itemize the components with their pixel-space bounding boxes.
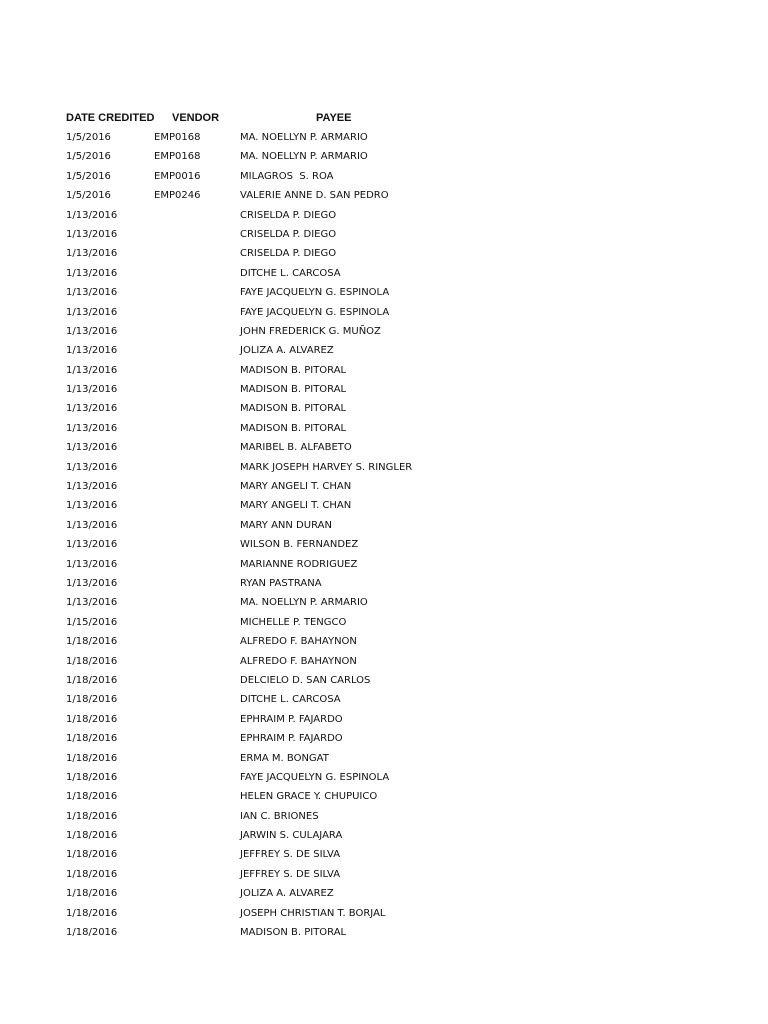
cell-date: 1/13/2016 xyxy=(66,364,118,376)
cell-date: 1/13/2016 xyxy=(66,597,118,609)
cell-date: 1/18/2016 xyxy=(66,868,118,880)
table-row xyxy=(66,460,626,479)
table-row xyxy=(66,305,626,324)
cell-payee: JOSEPH CHRISTIAN T. BORJAL xyxy=(240,907,386,919)
table-row xyxy=(66,576,626,595)
table-row xyxy=(66,634,626,653)
cell-payee: MADISON B. PITORAL xyxy=(240,364,347,376)
cell-date: 1/5/2016 xyxy=(66,132,111,143)
table-row xyxy=(66,285,626,304)
cell-date: 1/13/2016 xyxy=(66,403,118,415)
cell-date: 1/13/2016 xyxy=(66,461,118,473)
table-row xyxy=(66,188,626,207)
table-row xyxy=(66,751,626,770)
cell-vendor: EMP0246 xyxy=(154,190,201,202)
table-row xyxy=(66,363,626,382)
cell-payee: MICHELLE P. TENGCO xyxy=(240,616,347,628)
cell-payee: JARWIN S. CULAJARA xyxy=(240,830,343,842)
cell-date: 1/18/2016 xyxy=(66,733,118,745)
table-row xyxy=(66,712,626,731)
table-row xyxy=(66,789,626,808)
table-row xyxy=(66,266,626,285)
cell-payee: CRISELDA P. DIEGO xyxy=(240,209,337,221)
table-row xyxy=(66,479,626,498)
table-row xyxy=(66,421,626,440)
cell-payee: JOLIZA A. ALVAREZ xyxy=(240,345,334,357)
table-row xyxy=(66,537,626,556)
cell-payee: DITCHE L. CARCOSA xyxy=(240,694,341,706)
cell-payee: FAYE JACQUELYN G. ESPINOLA xyxy=(240,306,390,318)
cell-payee: DITCHE L. CARCOSA xyxy=(240,267,341,279)
table-row xyxy=(66,731,626,750)
cell-payee: VALERIE ANNE D. SAN PEDRO xyxy=(240,190,389,202)
cell-payee: IAN C. BRIONES xyxy=(240,810,319,822)
cell-payee: RYAN PASTRANA xyxy=(240,577,322,589)
cell-payee: JEFFREY S. DE SILVA xyxy=(240,868,341,880)
cell-payee: MA. NOELLYN P. ARMARIO xyxy=(240,151,368,163)
table-row xyxy=(66,208,626,227)
cell-vendor: EMP0168 xyxy=(154,132,201,143)
table-row xyxy=(66,809,626,828)
spreadsheet xyxy=(66,110,626,944)
cell-date: 1/18/2016 xyxy=(66,849,118,861)
cell-date: 1/13/2016 xyxy=(66,209,118,221)
cell-date: 1/13/2016 xyxy=(66,228,118,240)
cell-payee: MARK JOSEPH HARVEY S. RINGLER xyxy=(240,461,413,473)
cell-payee: FAYE JACQUELYN G. ESPINOLA xyxy=(240,771,390,783)
cell-date: 1/13/2016 xyxy=(66,500,118,512)
cell-date: 1/18/2016 xyxy=(66,771,118,783)
cell-payee: MADISON B. PITORAL xyxy=(240,422,347,434)
table-row xyxy=(66,867,626,886)
table-row xyxy=(66,498,626,517)
cell-payee: MILAGROS S. ROA xyxy=(240,170,334,182)
table-row xyxy=(66,401,626,420)
cell-payee: CRISELDA P. DIEGO xyxy=(240,248,337,260)
table-row xyxy=(66,518,626,537)
cell-payee: ALFREDO F. BAHAYNON xyxy=(240,655,357,667)
table-row xyxy=(66,246,626,265)
cell-payee: MARY ANGELI T. CHAN xyxy=(240,481,352,493)
cell-date: 1/13/2016 xyxy=(66,345,118,357)
cell-payee: MARIANNE RODRIGUEZ xyxy=(240,558,358,570)
table-row xyxy=(66,692,626,711)
cell-date: 1/18/2016 xyxy=(66,791,118,803)
cell-payee: EPHRAIM P. FAJARDO xyxy=(240,733,343,745)
table-row xyxy=(66,324,626,343)
cell-date: 1/18/2016 xyxy=(66,927,118,939)
cell-payee: MADISON B. PITORAL xyxy=(240,927,347,939)
cell-date: 1/13/2016 xyxy=(66,519,118,531)
cell-vendor: EMP0168 xyxy=(154,151,201,163)
cell-payee: MARY ANGELI T. CHAN xyxy=(240,500,352,512)
cell-date: 1/13/2016 xyxy=(66,306,118,318)
cell-payee: HELEN GRACE Y. CHUPUICO xyxy=(240,791,378,803)
cell-date: 1/18/2016 xyxy=(66,694,118,706)
cell-payee: CRISELDA P. DIEGO xyxy=(240,228,337,240)
table-row xyxy=(66,828,626,847)
cell-payee: MA. NOELLYN P. ARMARIO xyxy=(240,132,368,143)
table-row xyxy=(66,343,626,362)
table-row xyxy=(66,886,626,905)
cell-date: 1/18/2016 xyxy=(66,674,118,686)
cell-payee: DELCIELO D. SAN CARLOS xyxy=(240,674,371,686)
cell-date: 1/13/2016 xyxy=(66,267,118,279)
table-header xyxy=(66,110,626,130)
cell-payee: MA. NOELLYN P. ARMARIO xyxy=(240,597,368,609)
table-row xyxy=(66,130,626,149)
table-row xyxy=(66,557,626,576)
table-row xyxy=(66,595,626,614)
cell-date: 1/18/2016 xyxy=(66,907,118,919)
cell-date: 1/18/2016 xyxy=(66,830,118,842)
table-row xyxy=(66,169,626,188)
header-date-credited: DATE CREDITED xyxy=(66,112,155,124)
cell-date: 1/18/2016 xyxy=(66,810,118,822)
table-row xyxy=(66,654,626,673)
cell-payee: ERMA M. BONGAT xyxy=(240,752,329,764)
cell-payee: WILSON B. FERNANDEZ xyxy=(240,539,359,551)
cell-date: 1/18/2016 xyxy=(66,888,118,900)
cell-payee: MARY ANN DURAN xyxy=(240,519,332,531)
cell-date: 1/18/2016 xyxy=(66,636,118,648)
header-vendor: VENDOR xyxy=(172,112,220,124)
cell-date: 1/18/2016 xyxy=(66,713,118,725)
cell-date: 1/13/2016 xyxy=(66,422,118,434)
cell-payee: ALFREDO F. BAHAYNON xyxy=(240,636,357,648)
table-row xyxy=(66,149,626,168)
cell-payee: FAYE JACQUELYN G. ESPINOLA xyxy=(240,287,390,299)
cell-date: 1/13/2016 xyxy=(66,442,118,454)
cell-date: 1/5/2016 xyxy=(66,170,111,182)
cell-payee: JOHN FREDERICK G. MUÑOZ xyxy=(240,325,381,337)
table-body xyxy=(66,130,626,944)
cell-payee: EPHRAIM P. FAJARDO xyxy=(240,713,343,725)
table-row xyxy=(66,382,626,401)
cell-date: 1/18/2016 xyxy=(66,655,118,667)
cell-date: 1/13/2016 xyxy=(66,384,118,396)
table-row xyxy=(66,770,626,789)
table-row xyxy=(66,440,626,459)
cell-payee: MADISON B. PITORAL xyxy=(240,403,347,415)
cell-payee: JOLIZA A. ALVAREZ xyxy=(240,888,334,900)
cell-payee: MADISON B. PITORAL xyxy=(240,384,347,396)
cell-date: 1/13/2016 xyxy=(66,539,118,551)
cell-date: 1/13/2016 xyxy=(66,287,118,299)
cell-date: 1/5/2016 xyxy=(66,151,111,163)
table-row xyxy=(66,615,626,634)
cell-date: 1/13/2016 xyxy=(66,481,118,493)
table-row xyxy=(66,847,626,866)
header-payee: PAYEE xyxy=(316,112,352,124)
cell-payee: MARIBEL B. ALFABETO xyxy=(240,442,352,454)
table-row xyxy=(66,925,626,944)
table-row xyxy=(66,906,626,925)
table-row xyxy=(66,227,626,246)
cell-date: 1/13/2016 xyxy=(66,325,118,337)
cell-date: 1/13/2016 xyxy=(66,248,118,260)
table-row xyxy=(66,673,626,692)
cell-date: 1/13/2016 xyxy=(66,577,118,589)
cell-date: 1/18/2016 xyxy=(66,752,118,764)
cell-date: 1/15/2016 xyxy=(66,616,118,628)
cell-payee: JEFFREY S. DE SILVA xyxy=(240,849,341,861)
cell-date: 1/5/2016 xyxy=(66,190,111,202)
cell-vendor: EMP0016 xyxy=(154,170,201,182)
cell-date: 1/13/2016 xyxy=(66,558,118,570)
